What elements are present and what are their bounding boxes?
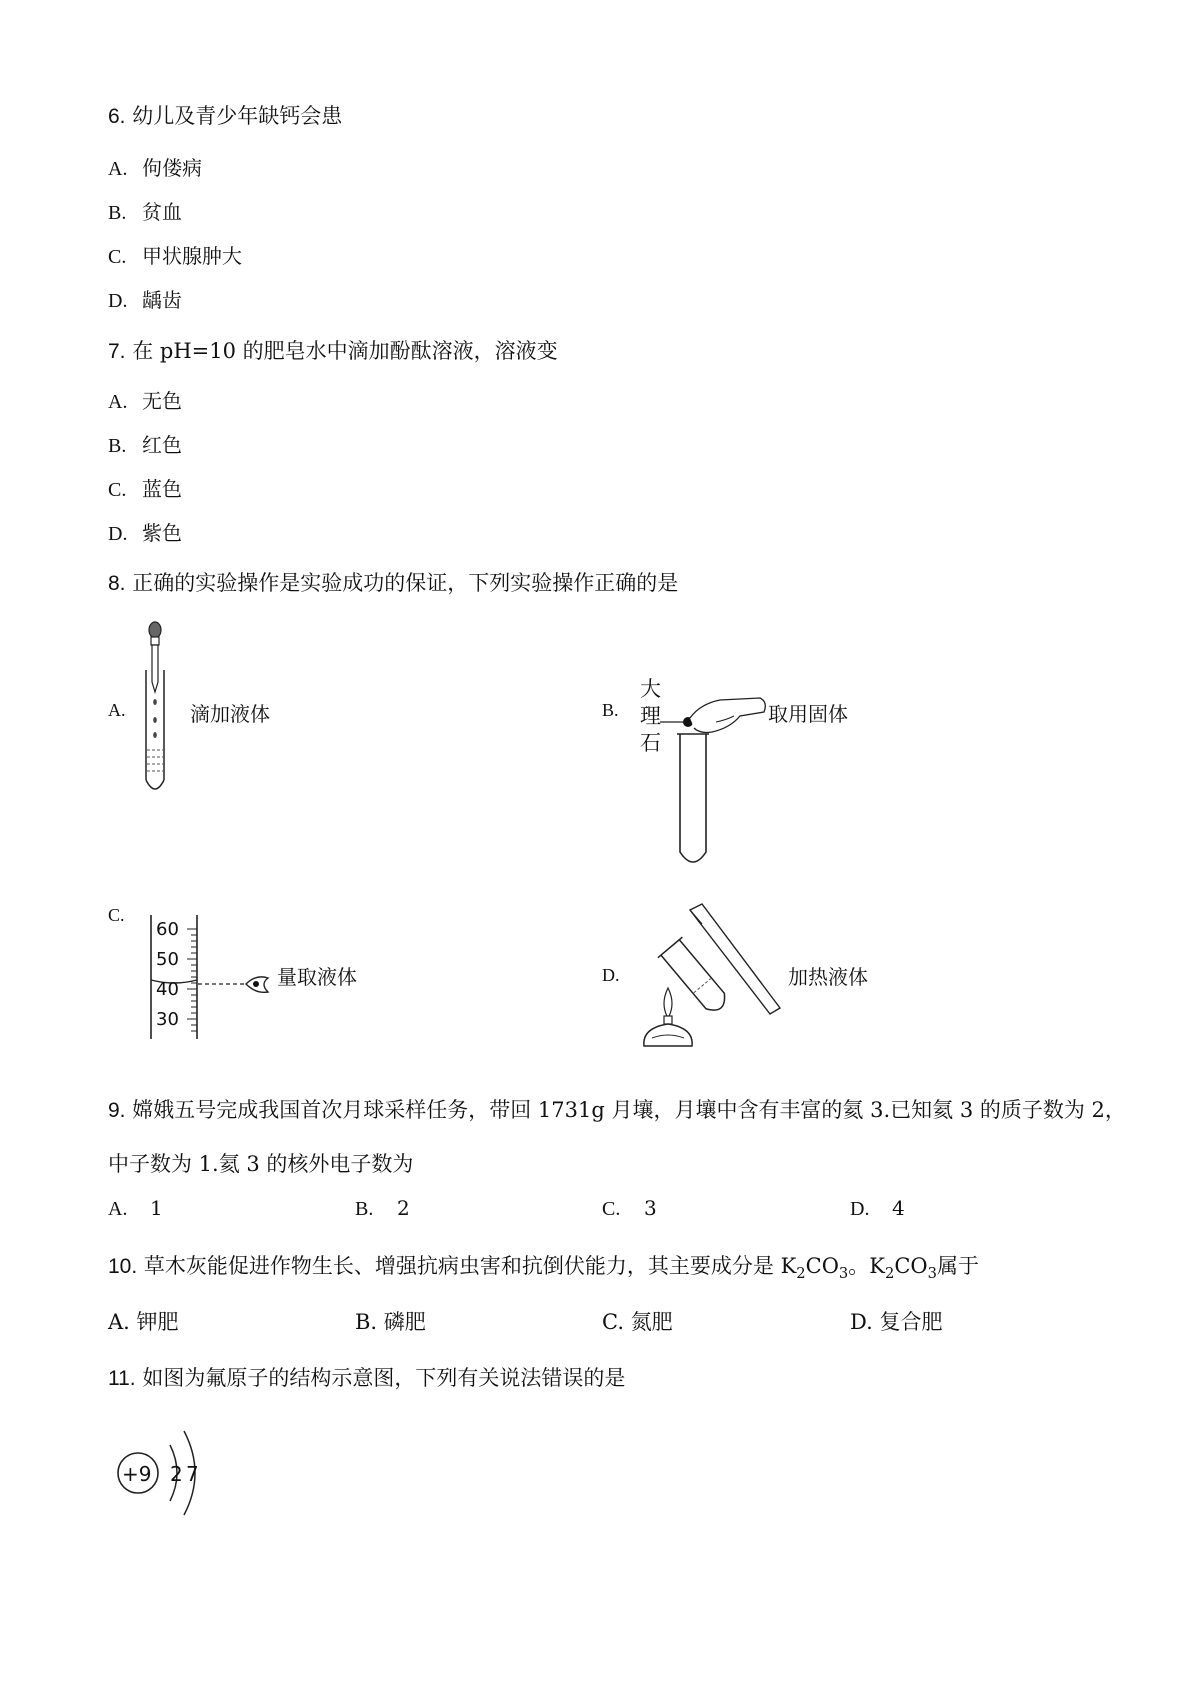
question-text: 幼儿及青少年缺钙会患: [132, 104, 343, 128]
nucleus-charge: +9: [122, 1462, 152, 1486]
question-7-stem: [108, 335, 558, 365]
option-text: 龋齿: [142, 288, 182, 312]
subscript: 3: [838, 1265, 849, 1283]
question-text: CO: [805, 1254, 839, 1278]
q8-option-d-text: 加热液体: [788, 965, 868, 989]
question-10-stem: [108, 1250, 979, 1282]
option-letter: A.: [108, 1310, 130, 1334]
question-text: 在 pH=10 的肥皂水中滴加酚酞溶液，溶液变: [132, 339, 558, 363]
subscript: 3: [927, 1265, 937, 1283]
question-number: 9.: [108, 1099, 126, 1122]
scale-tick-label: 30: [156, 1009, 179, 1030]
option-text: 磷肥: [383, 1310, 426, 1334]
q8-option-c-text: 量取液体: [277, 965, 357, 989]
option-text: 氮肥: [630, 1310, 673, 1334]
q9-option-d[interactable]: [850, 1196, 905, 1221]
q8-option-d-letter[interactable]: D.: [602, 965, 620, 985]
q10-option-b[interactable]: [355, 1306, 426, 1336]
question-number: 7.: [108, 340, 126, 363]
question-text: CO: [894, 1254, 928, 1278]
subscript: 2: [884, 1265, 895, 1283]
q8-option-a-text: 滴加液体: [190, 702, 270, 726]
shell2-electrons: 7: [186, 1462, 199, 1486]
option-text: 钾肥: [136, 1310, 179, 1334]
q6-option-b[interactable]: [108, 196, 182, 225]
option-letter: B.: [108, 435, 127, 457]
option-letter: A.: [108, 1198, 128, 1220]
option-text: 3: [644, 1196, 657, 1220]
option-text: 贫血: [142, 200, 182, 224]
q7-option-c[interactable]: [108, 473, 182, 502]
eye-sightline-icon: [198, 970, 273, 1000]
question-number: 6.: [108, 105, 126, 128]
question-text: 正确的实验操作是实验成功的保证，下列实验操作正确的是: [132, 571, 679, 595]
question-number: 8.: [108, 572, 126, 595]
option-letter: D.: [850, 1198, 870, 1220]
marble-label-char: 大: [640, 677, 661, 701]
q9-option-a[interactable]: [108, 1196, 163, 1221]
option-letter: D.: [850, 1310, 873, 1334]
q6-option-d[interactable]: [108, 284, 182, 313]
question-number: 10.: [108, 1255, 138, 1278]
option-letter: A.: [108, 158, 128, 180]
question-8-stem: [108, 567, 678, 597]
q7-option-a[interactable]: [108, 385, 182, 414]
question-9-stem-continued: 中子数为 1.氦 3 的核外电子数为: [108, 1152, 414, 1176]
q6-option-c[interactable]: [108, 240, 242, 269]
option-letter: B.: [355, 1198, 374, 1220]
option-text: 2: [397, 1196, 410, 1220]
hand-marble-test-tube-icon: [660, 682, 770, 872]
q9-option-c[interactable]: [602, 1196, 657, 1221]
question-number: 11.: [108, 1367, 136, 1390]
option-text: 1: [150, 1196, 163, 1220]
q8-option-b-text: 取用固体: [768, 702, 848, 726]
option-letter: C.: [602, 1310, 624, 1334]
question-text: 。K: [848, 1254, 885, 1278]
question-text: 如图为氟原子的结构示意图，下列有关说法错误的是: [142, 1366, 626, 1390]
option-text: 紫色: [142, 521, 182, 545]
q10-option-d[interactable]: [850, 1306, 942, 1336]
option-letter: C.: [108, 479, 127, 501]
q8-option-b-letter[interactable]: B.: [602, 700, 619, 720]
scale-tick-label: 50: [156, 949, 179, 970]
question-9-stem: [108, 1094, 1126, 1124]
alcohol-lamp-heating-icon: [630, 900, 790, 1050]
q6-option-a[interactable]: [108, 152, 202, 181]
option-text: 红色: [142, 433, 182, 457]
q7-option-b[interactable]: [108, 429, 182, 458]
shell1-electrons: 2: [170, 1462, 183, 1486]
option-letter: B.: [108, 202, 127, 224]
option-text: 甲状腺肿大: [142, 244, 242, 268]
question-text: 草木灰能促进作物生长、增强抗病虫害和抗倒伏能力，其主要成分是 K: [143, 1254, 797, 1278]
option-letter: D.: [108, 523, 128, 545]
option-text: 4: [892, 1196, 905, 1220]
option-letter: C.: [602, 1198, 621, 1220]
marble-label-char: 理: [640, 704, 661, 728]
option-letter: D.: [108, 290, 128, 312]
option-letter: B.: [355, 1310, 378, 1334]
q8-option-c-letter[interactable]: C.: [108, 905, 125, 925]
question-text: 属于: [937, 1254, 979, 1278]
q10-option-a[interactable]: [108, 1306, 179, 1336]
question-6-stem: [108, 100, 342, 130]
option-text: 无色: [142, 389, 182, 413]
question-11-stem: [108, 1362, 625, 1392]
question-text: 嫦娥五号完成我国首次月球采样任务，带回 1731g 月壤，月壤中含有丰富的氦 3.已知氦 3 的质子数为 2，: [132, 1098, 1126, 1122]
scale-tick-label: 40: [156, 979, 179, 1000]
q8-option-a-letter[interactable]: A.: [108, 700, 126, 720]
option-letter: A.: [108, 391, 128, 413]
q10-option-c[interactable]: [602, 1306, 673, 1336]
subscript: 2: [796, 1265, 806, 1283]
option-letter: C.: [108, 246, 127, 268]
q9-option-b[interactable]: [355, 1196, 410, 1221]
scale-tick-label: 60: [156, 919, 179, 940]
option-text: 蓝色: [142, 477, 182, 501]
q7-option-d[interactable]: [108, 517, 182, 546]
option-text: 佝偻病: [142, 156, 202, 180]
option-text: 复合肥: [879, 1310, 943, 1334]
dropper-test-tube-icon: [135, 620, 175, 800]
marble-label-char: 石: [640, 731, 661, 755]
